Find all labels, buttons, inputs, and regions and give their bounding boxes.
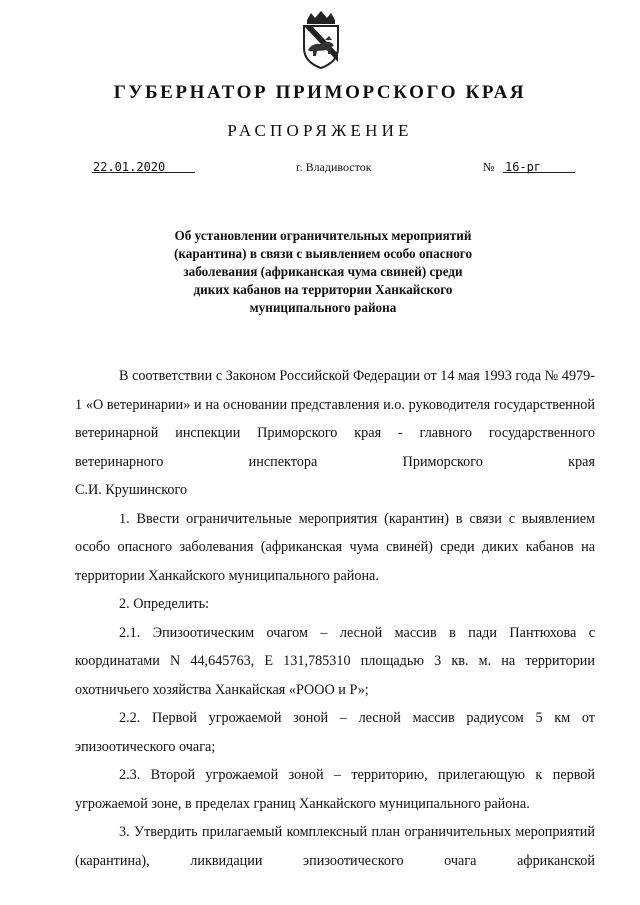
coat-of-arms-svg: [298, 10, 344, 70]
document-type: РАСПОРЯЖЕНИЕ: [227, 121, 413, 140]
clause-3: 3. Утвердить прилагаемый комплексный план ограничительных мероприятий (карантина), ликвидации эпизоотического очага африканской: [75, 824, 595, 869]
document-city: г. Владивосток: [296, 160, 372, 174]
document-body: [75, 362, 595, 875]
document-number-label: №: [483, 160, 495, 174]
preamble-signatory: С.И. Крушинского: [75, 482, 188, 498]
document-date: 22.01.2020: [92, 160, 195, 174]
preamble-paragraph: В соответствии с Законом Российской Федерации от 14 мая 1993 года № 4979-1 «О ветеринарии» и на основании представления и.о. руководителя государственной ветеринарной инспекции Приморского края - главного государственного ветеринарного инспектора Приморского края: [75, 368, 595, 470]
clause-2-2: 2.2. Первой угрожаемой зоной – лесной массив радиусом 5 км от эпизоотического очага;: [75, 710, 595, 755]
coat-of-arms-icon: [298, 10, 344, 70]
clause-1: 1. Ввести ограничительные мероприятия (карантин) в связи с выявлением особо опасного заболевания (африканская чума свиней) среди диких кабанов на территории Ханкайского муниципального района.: [75, 510, 595, 584]
document-subject: Об установлении ограничительных мероприятий (карантина) в связи с выявлением особо опасного заболевания (африканская чума свиней) среди диких кабанов на территории Ханкайского муниципального района: [173, 228, 473, 315]
clause-2-1: 2.1. Эпизоотическим очагом – лесной массив в пади Пантюхова с координатами N 44,645763, E 131,785310 площадью 3 кв. м. на территории охотничьего хозяйства Ханкайская «РООО и Р»;: [75, 624, 595, 698]
clause-2: 2. Определить:: [119, 596, 210, 612]
document-number: 16-рг: [503, 160, 575, 174]
clause-2-3: 2.3. Второй угрожаемой зоной – территорию, прилегающую к первой угрожаемой зоне, в пределах границ Ханкайского муниципального района.: [75, 767, 595, 812]
issuing-authority: ГУБЕРНАТОР ПРИМОРСКОГО КРАЯ: [113, 82, 527, 103]
